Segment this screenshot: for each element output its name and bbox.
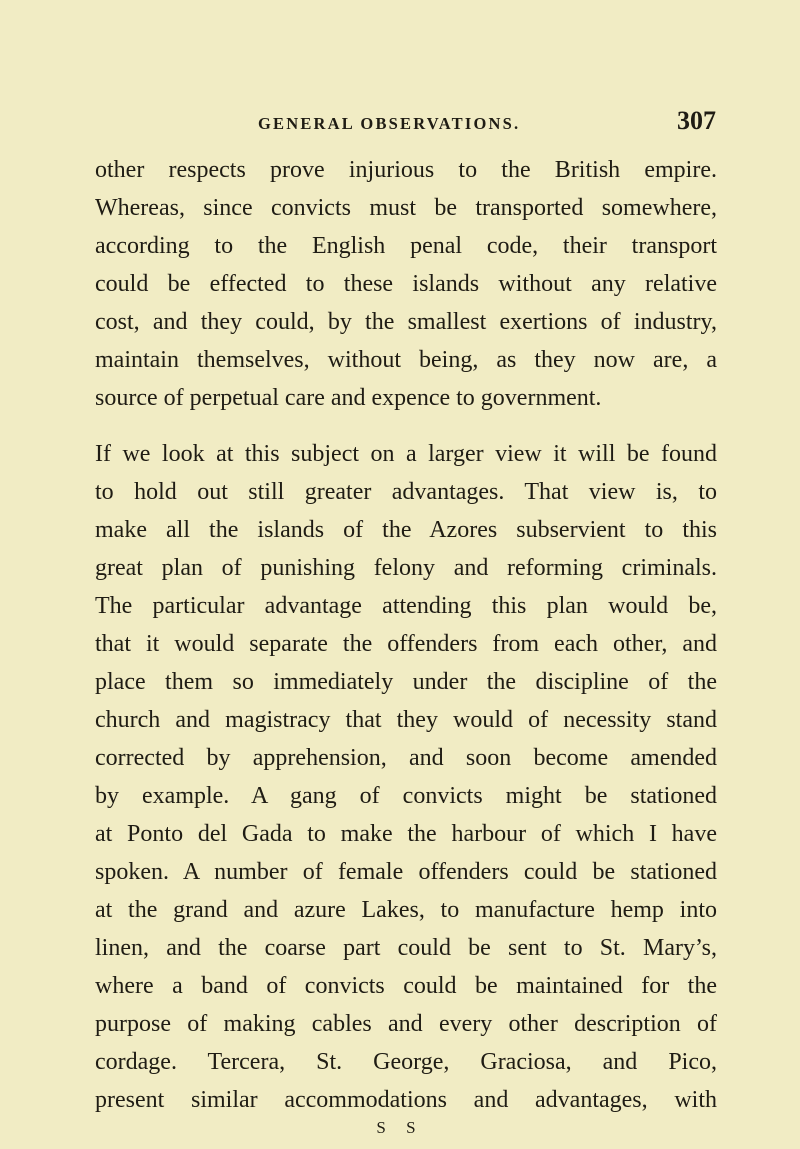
text-line: to hold out still greater advantages. That view is, to xyxy=(95,479,717,505)
text-line: place them so immediately under the discipline of the xyxy=(95,669,717,695)
running-head: GENERAL OBSERVATIONS. xyxy=(258,114,521,133)
text-line: church and magistracy that they would of necessity stand xyxy=(95,707,717,733)
text-line: source of perpetual care and expence to government. xyxy=(95,385,602,411)
text-line: corrected by apprehension, and soon become amended xyxy=(95,745,717,771)
text-line: maintain themselves, without being, as they now are, a xyxy=(95,347,717,373)
page-header xyxy=(96,104,716,144)
signature-mark: S S xyxy=(376,1118,424,1137)
text-line: Whereas, since convicts must be transported somewhere, xyxy=(95,195,717,221)
text-line: great plan of punishing felony and reforming criminals. xyxy=(95,555,717,581)
page-number: 307 xyxy=(677,106,716,135)
text-line: at Ponto del Gada to make the harbour of which I have xyxy=(95,821,717,847)
text-line: cordage. Tercera, St. George, Graciosa, and Pico, xyxy=(95,1049,717,1075)
text-line: that it would separate the offenders from each other, and xyxy=(95,631,717,657)
text-line: according to the English penal code, their transport xyxy=(95,233,717,259)
text-line: at the grand and azure Lakes, to manufacture hemp into xyxy=(95,897,717,923)
text-line: where a band of convicts could be maintained for the xyxy=(95,973,717,999)
text-line: The particular advantage attending this plan would be, xyxy=(95,593,717,619)
text-line: by example. A gang of convicts might be stationed xyxy=(95,783,717,809)
text-line: could be effected to these islands without any relative xyxy=(95,271,717,297)
text-line: cost, and they could, by the smallest exertions of industry, xyxy=(95,309,717,335)
text-line: make all the islands of the Azores subservient to this xyxy=(95,517,717,543)
text-line: linen, and the coarse part could be sent to St. Mary’s, xyxy=(95,935,717,961)
text-line: If we look at this subject on a larger view it will be found xyxy=(95,441,717,467)
text-line: spoken. A number of female offenders could be stationed xyxy=(95,859,717,885)
text-line: purpose of making cables and every other description of xyxy=(95,1011,717,1037)
text-line: present similar accommodations and advantages, with xyxy=(95,1087,717,1113)
text-line: other respects prove injurious to the British empire. xyxy=(95,157,717,183)
